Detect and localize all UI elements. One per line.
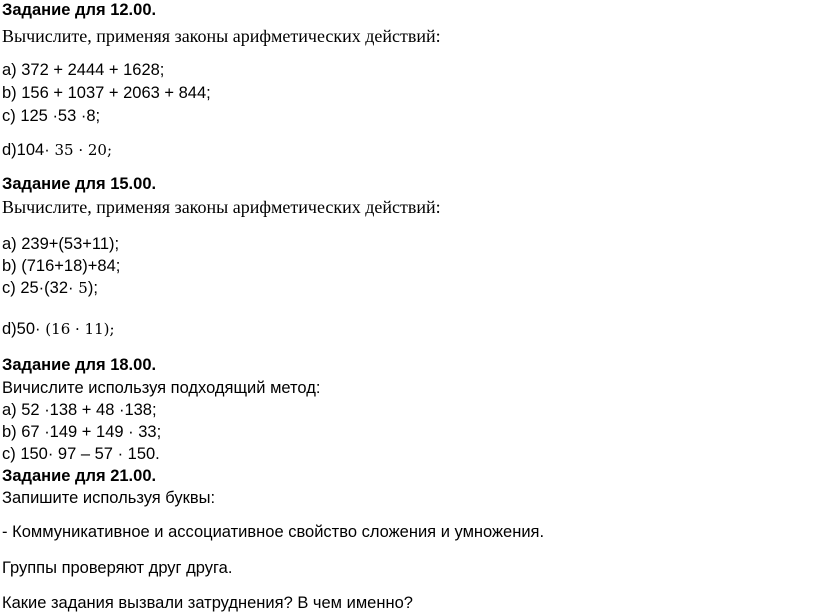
- task15-item-d-prefix: d)50·: [2, 320, 41, 338]
- task21-instruction: Запишите используя буквы:: [2, 489, 216, 507]
- task15-item-c-prefix: c) 25·(32·: [2, 279, 74, 297]
- task15-item-c-suffix: );: [87, 279, 98, 297]
- task21-item: - Коммуникативное и ассоциативное свойство сложения и умножения.: [2, 523, 545, 541]
- task15-item-c: [2, 278, 98, 298]
- task12-item-a: а) 372 + 2444 + 1628;: [2, 61, 165, 79]
- task15-item-d: [2, 319, 115, 339]
- task15-item-d-math: (16 · 11): [40, 320, 110, 338]
- groups-check-note: Группы проверяют друг друга.: [2, 559, 233, 577]
- task18-item-a: а) 52 ·138 + 48 ·138;: [2, 401, 157, 419]
- task18-item-b: b) 67 ·149 + 149 · 33;: [2, 423, 162, 441]
- task15-instruction: Вычислите, применяя законы арифметических действий:: [2, 197, 441, 217]
- task15-item-d-suffix: ;: [109, 320, 115, 338]
- task18-heading: Задание для 18.00.: [2, 356, 157, 374]
- task12-instruction: Вычислите, применяя законы арифметических действий:: [2, 26, 441, 46]
- difficulty-question: Какие задания вызвали затруднения? В чем именно?: [2, 594, 413, 612]
- task15-item-a: а) 239+(53+11);: [2, 235, 120, 253]
- task12-item-d: [2, 140, 112, 160]
- task18-instruction: Вичислите используя подходящий метод:: [2, 379, 321, 397]
- task12-item-d-prefix: d)104·: [2, 141, 50, 159]
- task15-item-b: b) (716+18)+84;: [2, 257, 121, 275]
- task12-item-c: c) 125 ·53 ·8;: [2, 107, 101, 125]
- task12-item-b: b) 156 + 1037 + 2063 + 844;: [2, 84, 211, 102]
- task12-item-d-math: 35 · 20: [49, 141, 107, 159]
- task21-heading: Задание для 21.00.: [2, 467, 157, 485]
- task12-heading: Задание для 12.00.: [2, 1, 157, 19]
- task18-item-c: с) 150· 97 – 57 · 150.: [2, 445, 160, 463]
- task12-item-d-suffix: ;: [106, 141, 113, 159]
- task15-heading: Задание для 15.00.: [2, 175, 157, 193]
- task15-item-c-math: 5: [73, 279, 88, 297]
